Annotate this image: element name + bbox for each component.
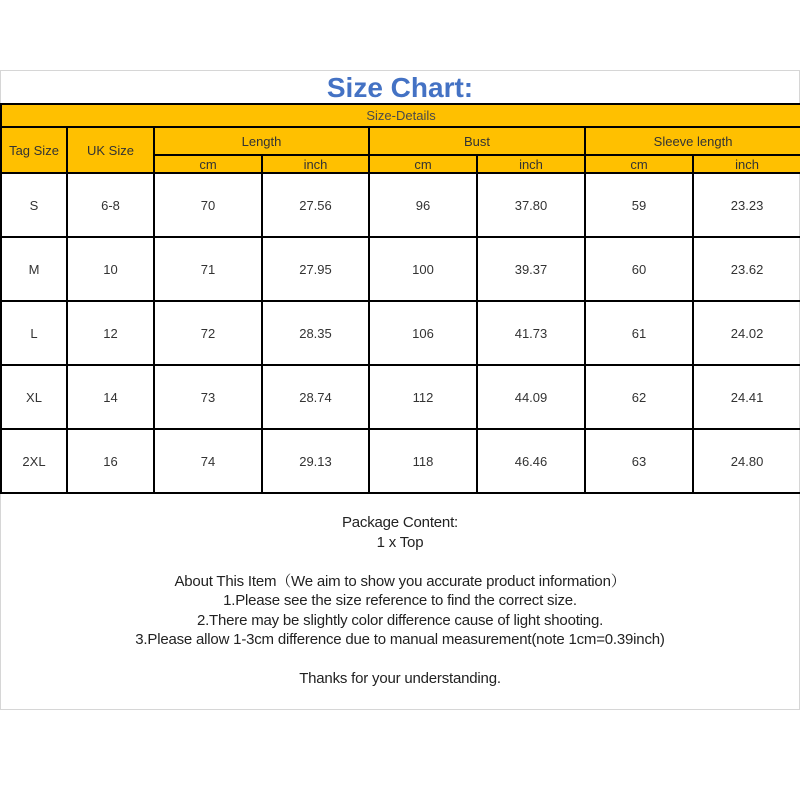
size-table <box>0 103 800 494</box>
note-point: 2.There may be slightly color difference cause of light shooting. <box>196 611 604 629</box>
page-title: Size Chart: <box>326 72 474 103</box>
length-inch-cell: 28.35 <box>262 301 369 365</box>
length-cm-cell: 71 <box>154 237 262 301</box>
about-item-title: About This Item（We aim to show you accurate product information） <box>174 572 626 590</box>
package-content-item: 1 x Top <box>376 533 424 551</box>
tag-size-cell: 2XL <box>1 429 67 493</box>
length-inch-cell: 27.56 <box>262 173 369 237</box>
bust-cm-cell: 118 <box>369 429 477 493</box>
spacer <box>0 552 800 572</box>
bust-cm-cell: 96 <box>369 173 477 237</box>
tag-size-cell: L <box>1 301 67 365</box>
bust-cm-cell: 112 <box>369 365 477 429</box>
column-header-length: Length <box>154 127 369 155</box>
tag-size-cell: S <box>1 173 67 237</box>
unit-header-bust-inch: inch <box>477 155 585 173</box>
bust-inch-cell: 39.37 <box>477 237 585 301</box>
column-header-tag-size: Tag Size <box>1 127 67 173</box>
bust-cm-cell: 106 <box>369 301 477 365</box>
length-cm-cell: 72 <box>154 301 262 365</box>
table-row <box>1 429 800 493</box>
package-content-title: Package Content: <box>341 514 459 531</box>
table-row <box>1 301 800 365</box>
sleeve-inch-cell: 23.23 <box>693 173 800 237</box>
column-header-sleeve-length: Sleeve length <box>585 127 800 155</box>
unit-header-sleeve-cm: cm <box>585 155 693 173</box>
uk-size-cell: 6-8 <box>67 173 154 237</box>
unit-header-bust-cm: cm <box>369 155 477 173</box>
tag-size-cell: M <box>1 237 67 301</box>
length-inch-cell: 29.13 <box>262 429 369 493</box>
column-header-row <box>1 127 800 155</box>
bust-cm-cell: 100 <box>369 237 477 301</box>
thanks-text: Thanks for your understanding. <box>299 670 501 687</box>
section-header: Size-Details <box>1 104 800 127</box>
sleeve-inch-cell: 24.02 <box>693 301 800 365</box>
bust-inch-cell: 44.09 <box>477 365 585 429</box>
bust-inch-cell: 37.80 <box>477 173 585 237</box>
sleeve-inch-cell: 24.41 <box>693 365 800 429</box>
table-row <box>1 365 800 429</box>
uk-size-cell: 16 <box>67 429 154 493</box>
column-header-bust: Bust <box>369 127 585 155</box>
note-point: 3.Please allow 1-3cm difference due to manual measurement(note 1cm=0.39inch) <box>135 631 665 648</box>
spacer <box>0 650 800 670</box>
sleeve-inch-cell: 24.80 <box>693 429 800 493</box>
bust-inch-cell: 41.73 <box>477 301 585 365</box>
length-cm-cell: 73 <box>154 365 262 429</box>
product-notes <box>0 513 800 689</box>
sleeve-inch-cell: 23.62 <box>693 237 800 301</box>
sleeve-cm-cell: 59 <box>585 173 693 237</box>
table-row <box>1 173 800 237</box>
bust-inch-cell: 46.46 <box>477 429 585 493</box>
note-point: 1.Please see the size reference to find the correct size. <box>223 592 577 609</box>
table-row <box>1 237 800 301</box>
tag-size-cell: XL <box>1 365 67 429</box>
sleeve-cm-cell: 63 <box>585 429 693 493</box>
section-header-row <box>1 104 800 127</box>
unit-header-sleeve-inch: inch <box>693 155 800 173</box>
uk-size-cell: 14 <box>67 365 154 429</box>
length-cm-cell: 70 <box>154 173 262 237</box>
length-inch-cell: 28.74 <box>262 365 369 429</box>
unit-header-length-cm: cm <box>154 155 262 173</box>
uk-size-cell: 12 <box>67 301 154 365</box>
sleeve-cm-cell: 60 <box>585 237 693 301</box>
sleeve-cm-cell: 61 <box>585 301 693 365</box>
sleeve-cm-cell: 62 <box>585 365 693 429</box>
column-header-uk-size: UK Size <box>67 127 154 173</box>
length-cm-cell: 74 <box>154 429 262 493</box>
unit-header-length-inch: inch <box>262 155 369 173</box>
uk-size-cell: 10 <box>67 237 154 301</box>
length-inch-cell: 27.95 <box>262 237 369 301</box>
